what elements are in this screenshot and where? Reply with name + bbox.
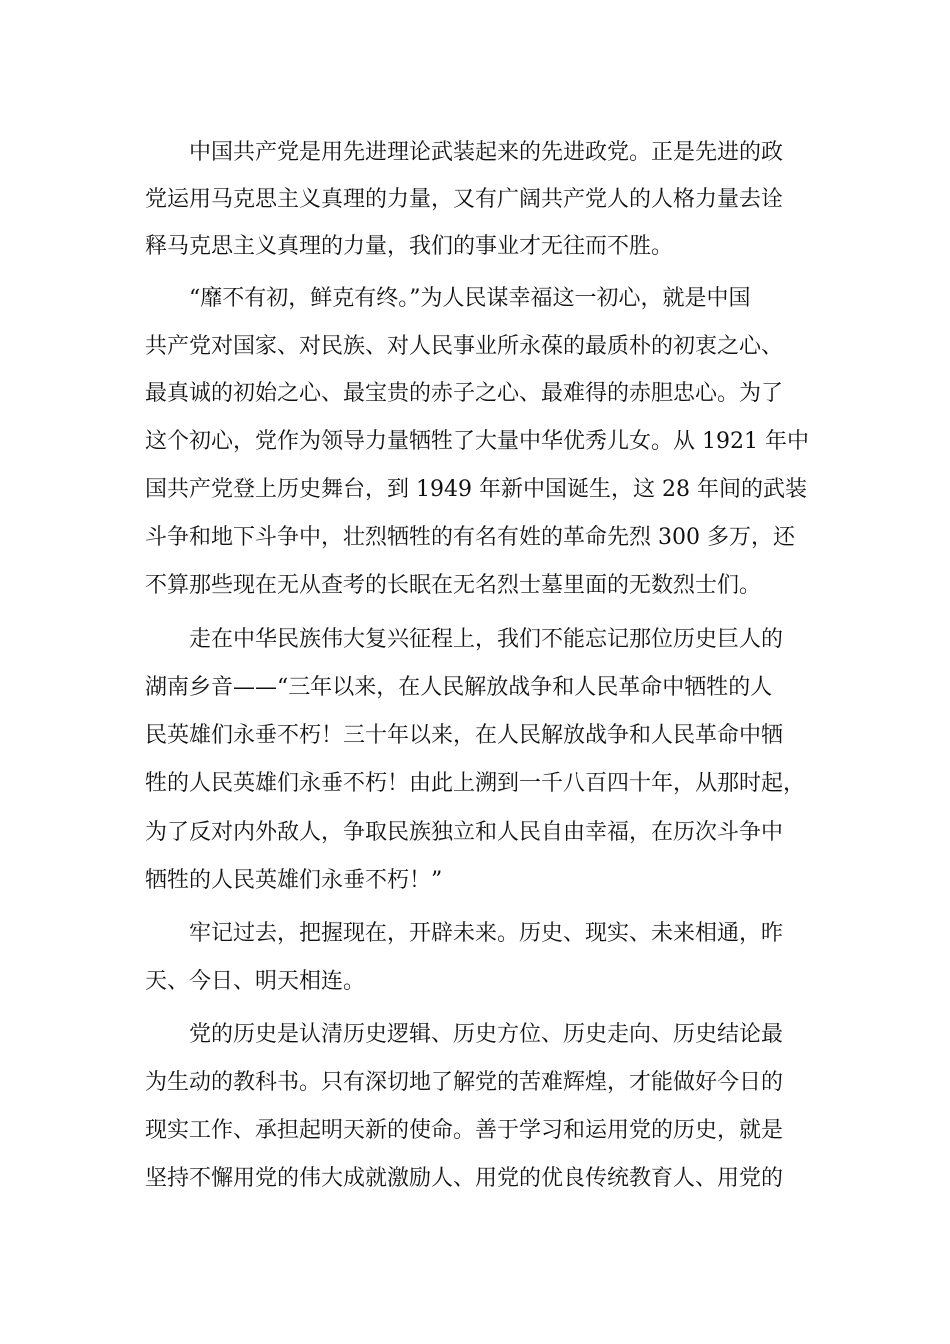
text-line: 走在中华民族伟大复兴征程上，我们不能忘记那位历史巨人的 [189,627,784,652]
text-line: 牲的人民英雄们永垂不朽！由此上溯到一千八百四十年，从那时起， [145,771,806,796]
text-line: 中国共产党是用先进理论武装起来的先进政党。正是先进的政 [189,140,784,165]
text-line: 共产党对国家、对民族、对人民事业所永葆的最质朴的初衷之心、 [145,334,784,359]
text-line: 不算那些现在无从查考的长眠在无名烈士墓里面的无数烈士们。 [145,573,762,598]
text-line: 党运用马克思主义真理的力量，又有广阔共产党人的人格力量去诠 [145,187,784,212]
text-line: 释马克思主义真理的力量，我们的事业才无往而不胜。 [145,234,674,259]
text-line: 为生动的教科书。只有深切地了解党的苦难辉煌，才能做好今日的 [145,1070,784,1095]
text-line: 斗争和地下斗争中，壮烈牺牲的有名有姓的革命先烈 300 多万，还 [145,525,795,550]
text-line: 最真诚的初始之心、最宝贵的赤子之心、最难得的赤胆忠心。为了 [145,381,784,406]
text-line: 为了反对内外敌人，争取民族独立和人民自由幸福，在历次斗争中 [145,820,784,845]
text-line: “靡不有初，鲜克有终。”为人民谋幸福这一初心，就是中国 [189,286,751,311]
text-line: 坚持不懈用党的伟大成就激励人、用党的优良传统教育人、用党的 [145,1166,784,1191]
text-line: 这个初心，党作为领导力量牺牲了大量中华优秀儿女。从 1921 年中 [145,429,809,454]
text-line: 国共产党登上历史舞台，到 1949 年新中国诞生，这 28 年间的武装 [145,477,807,502]
text-line: 现实工作、承担起明天新的使命。善于学习和运用党的历史，就是 [145,1118,784,1143]
text-line: 牢记过去，把握现在，开辟未来。历史、现实、未来相通，昨 [189,921,784,946]
text-line: 党的历史是认清历史逻辑、历史方位、历史走向、历史结论最 [189,1022,784,1047]
text-line: 湖南乡音——“三年以来，在人民解放战争和人民革命中牺牲的人 [145,675,773,700]
text-line: 牺牲的人民英雄们永垂不朽！” [145,868,443,893]
text-line: 民英雄们永垂不朽！三十年以来，在人民解放战争和人民革命中牺 [145,723,784,748]
text-line: 天、今日、明天相连。 [145,969,366,994]
